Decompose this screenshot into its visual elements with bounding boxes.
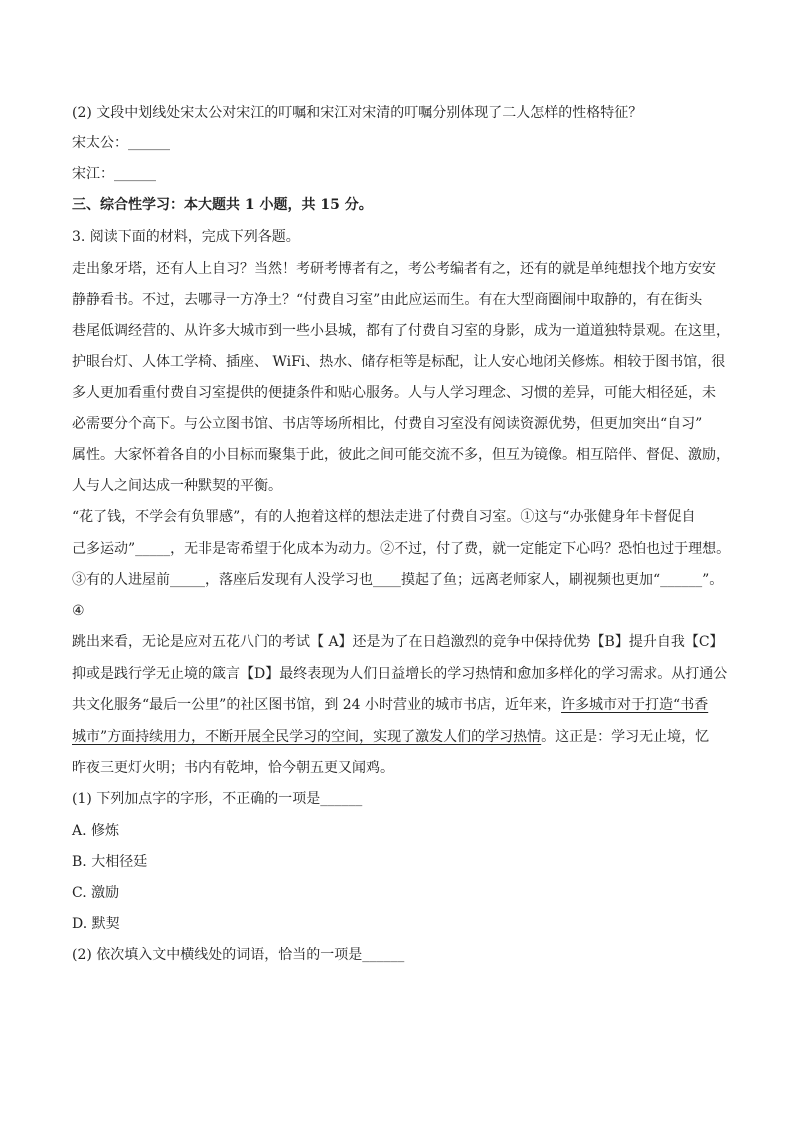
option-a: A. 修炼 (72, 823, 120, 839)
passage-line (72, 727, 752, 747)
passage-line: ④ (72, 603, 85, 619)
passage-line: 静静看书。不过，去哪寻一方净土？“付费自习室”由此应运而生。有在大型商圈闹中取静的，有在街头 (72, 292, 703, 308)
passage-line: 抑或是践行学无止境的箴言【D】最终表现为人们日益增长的学习热情和愈加多样化的学习需求。从打通公 (72, 666, 728, 682)
passage-line: 走出象牙塔，还有人上自习？当然！考研考博者有之，考公考编者有之，还有的就是单纯想找个地方安安 (72, 261, 716, 277)
passage-line: 护眼台灯、人体工学椅、插座、 WiFi、热水、储存柜等是标配，让人安心地闭关修炼。相较于图书馆，很 (72, 354, 726, 370)
underlined-sentence: 城市”方面持续用力，不断开展全民学习的空间，实现了激发人们的学习热情 (72, 729, 542, 745)
sub-question-2-prompt: (2) 依次填入文中横线处的词语，恰当的一项是______ (72, 947, 405, 963)
answer-line-song-jiang: 宋江：______ (72, 166, 156, 182)
passage-line: 己多运动”_____，无非是寄希望于化成本为动力。②不过，付了费，就一定能定下心吗？恐怕也过于理想。 (72, 541, 731, 557)
passage-line: 巷尾低调经营的、从许多大城市到一些小县城，都有了付费自习室的身影，成为一道道独特景观。在这里， (72, 323, 730, 339)
passage-text: 共文化服务“最后一公里”的社区图书馆，到 24 小时营业的城市书店，近年来， (72, 697, 562, 713)
option-b: B. 大相径廷 (72, 854, 148, 870)
passage-line: 跳出来看，无论是应对五花八门的考试【 A】还是为了在日趋激烈的竞争中保持优势【B】提升自我【C】 (72, 634, 724, 650)
passage-line: ③有的人进屋前_____，落座后发现有人没学习也____摸起了鱼；远离老师家人，刷视频也更加“______”。 (72, 572, 724, 588)
passage-line: 属性。大家怀着各自的小目标而聚集于此，彼此之间可能交流不多，但互为镜像。相互陪伴、督促、激励， (72, 447, 730, 463)
passage-text: 。这正是：学习无止境，忆 (541, 729, 710, 745)
question-2-prompt: (2) 文段中划线处宋太公对宋江的叮嘱和宋江对宋清的叮嘱分别体现了二人怎样的性格特征？ (72, 105, 643, 121)
passage-line: 多人更加看重付费自习室提供的便捷条件和贴心服务。人与人学习理念、习惯的差异，可能大相径延，未 (72, 385, 716, 401)
answer-line-song-taigong: 宋太公：______ (72, 135, 170, 151)
option-d: D. 默契 (72, 916, 120, 932)
passage-line: 必需要分个高下。与公立图书馆、书店等场所相比，付费自习室没有阅读资源优势，但更加突出“自习” (72, 416, 703, 432)
passage-line: “花了钱，不学会有负罪感”，有的人抱着这样的想法走进了付费自习室。①这与“办张健身年卡督促自 (72, 509, 696, 525)
passage-line (72, 695, 752, 715)
section-3-heading: 三、综合性学习：本大题共 1 小题，共 15 分。 (72, 197, 373, 213)
underlined-sentence: 许多城市对于打造“书香 (561, 697, 709, 713)
passage-line: 人与人之间达成一种默契的平衡。 (72, 478, 282, 494)
question-3-intro: 3. 阅读下面的材料，完成下列各题。 (72, 229, 300, 245)
option-c: C. 激励 (72, 885, 120, 901)
sub-question-1-prompt: (1) 下列加点字的字形，不正确的一项是______ (72, 791, 363, 807)
passage-line: 昨夜三更灯火明；书内有乾坤，恰今朝五更又闻鸡。 (72, 760, 394, 776)
